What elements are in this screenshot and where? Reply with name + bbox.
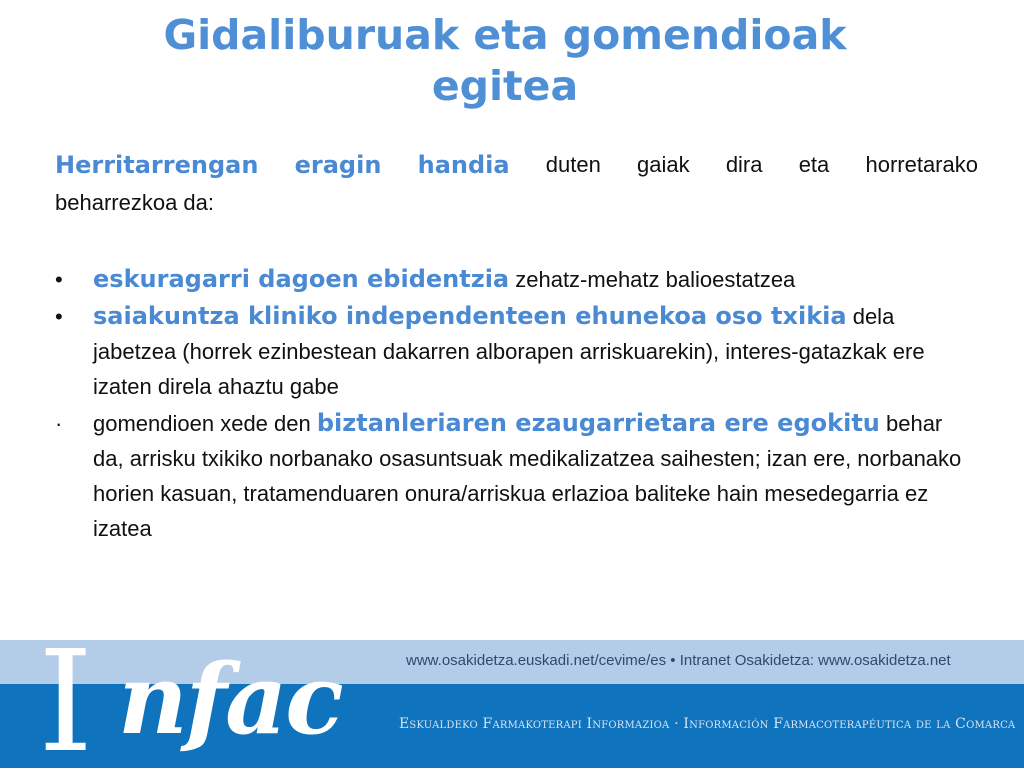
intro-word: eta xyxy=(798,152,830,177)
intro-word: handia xyxy=(417,151,510,179)
title-line-1: Gidaliburuak eta gomendioak xyxy=(163,11,847,59)
bullet-marker: · xyxy=(55,411,63,436)
bullet-list xyxy=(55,262,978,546)
intro-word: eragin xyxy=(294,151,382,179)
infac-logo-initial: I xyxy=(38,621,94,784)
intro-word: duten xyxy=(545,152,601,177)
bullet-highlight: saiakuntza kliniko independenteen ehunekoa oso txikia xyxy=(93,302,847,330)
bullet-marker: • xyxy=(55,267,63,292)
bullet-highlight: biztanleriaren ezaugarrietara ere egokitu xyxy=(316,409,880,437)
intro-line-2: beharrezkoa da: xyxy=(55,190,214,215)
title-line-2: egitea xyxy=(431,62,579,110)
bullet-item xyxy=(55,406,978,546)
intro-word: gaiak xyxy=(637,152,690,177)
footer-url-line: www.osakidetza.euskadi.net/cevime/es • Intranet Osakidetza: www.osakidetza.net xyxy=(406,652,951,669)
slide-title xyxy=(0,10,1010,112)
footer-subtitle: Eskualdeko Farmakoterapi Informazioa · Información Farmacoterapéutica de la Comarca xyxy=(399,716,1016,732)
bullet-marker: • xyxy=(55,304,63,329)
bullet-text: zehatz-mehatz balioestatzea xyxy=(509,267,796,292)
bullet-text: behar da, arrisku txikiko norbanako osasuntsuak medikalizatzea saihesten; izan ere, norbanako horien kasuan, tratamenduaren onura/arriskua erlazioa baliteke hain mesedegarria ez izatea xyxy=(93,411,962,541)
bullet-pre-text: gomendioen xede den xyxy=(93,411,317,436)
intro-line-1 xyxy=(55,146,978,184)
intro-word: horretarako xyxy=(865,152,978,177)
intro-word: dira xyxy=(725,152,763,177)
bullet-highlight: eskuragarri dagoen ebidentzia xyxy=(93,265,510,293)
bullet-item xyxy=(55,299,978,404)
infac-logo-rest: nfac xyxy=(118,643,342,756)
bullet-item xyxy=(55,262,978,297)
bullet-text: dela jabetzea (horrek ezinbestean dakarren alborapen arriskuarekin), interes-gatazkak ere izaten direla ahaztu gabe xyxy=(93,304,925,399)
intro-paragraph xyxy=(55,146,978,222)
intro-word: Herritarrengan xyxy=(55,151,259,179)
